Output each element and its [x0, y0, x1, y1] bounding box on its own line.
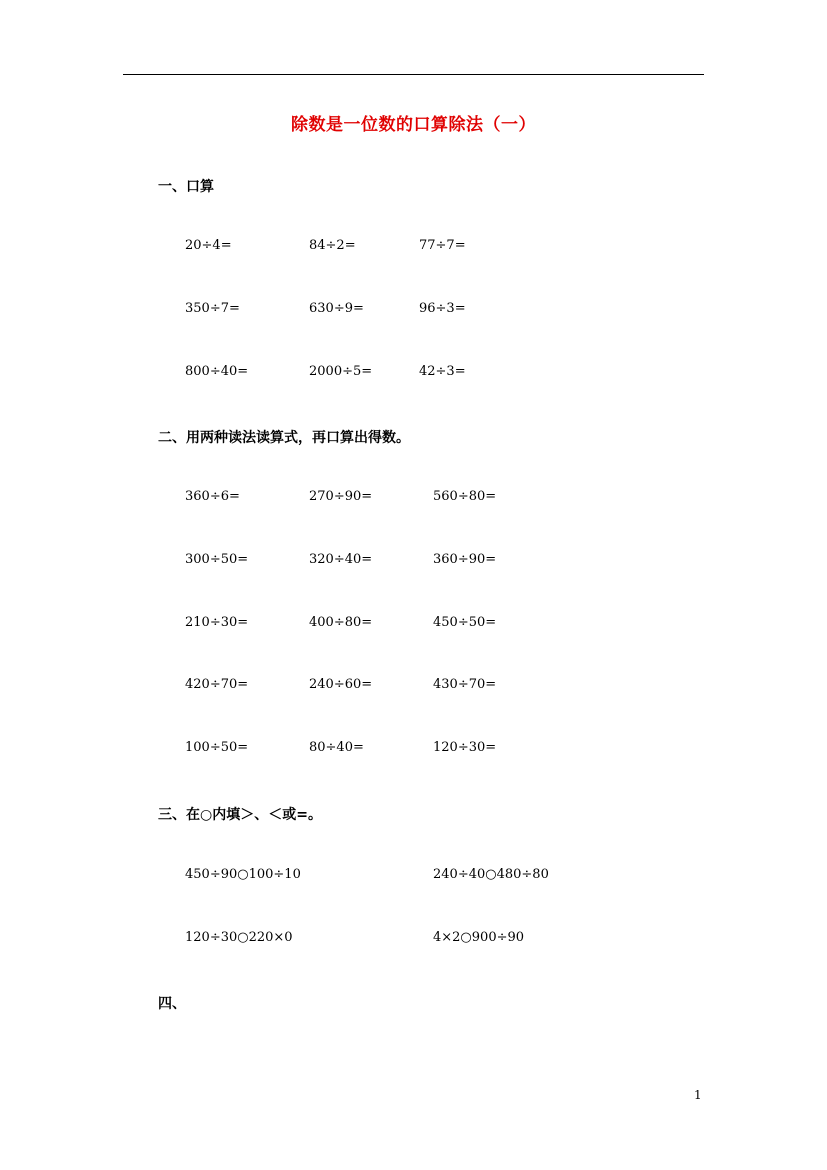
problem: 360÷6=	[185, 489, 240, 504]
comparison-row	[0, 930, 827, 950]
page-number: 1	[694, 1088, 702, 1102]
problem: 96÷3=	[419, 301, 466, 316]
problem: 400÷80=	[309, 615, 373, 630]
section-heading-4: 四、	[158, 996, 186, 1012]
problem: 450÷50=	[433, 615, 497, 630]
problem: 120÷30=	[433, 740, 497, 755]
problem: 360÷90=	[433, 552, 497, 567]
section-heading-1: 一、口算	[158, 179, 214, 195]
problem: 420÷70=	[185, 677, 249, 692]
problem: 2000÷5=	[309, 364, 373, 379]
problem: 42÷3=	[419, 364, 466, 379]
header-rule	[123, 74, 704, 75]
problem: 430÷70=	[433, 677, 497, 692]
comparison-row	[0, 867, 827, 887]
problem: 84÷2=	[309, 238, 356, 253]
problem: 100÷50=	[185, 740, 249, 755]
problem: 800÷40=	[185, 364, 249, 379]
problem: 320÷40=	[309, 552, 373, 567]
problem-row	[0, 615, 827, 635]
comparison-problem: 120÷30○220×0	[185, 930, 293, 945]
problem-row	[0, 489, 827, 509]
comparison-problem: 4×2○900÷90	[433, 930, 525, 945]
problem-row	[0, 301, 827, 321]
problem: 270÷90=	[309, 489, 373, 504]
page-title: 除数是一位数的口算除法（一）	[291, 115, 536, 135]
section-heading-3: 三、在○内填＞、＜或=。	[158, 807, 322, 823]
comparison-problem: 450÷90○100÷10	[185, 867, 301, 882]
problem: 80÷40=	[309, 740, 364, 755]
problem-row	[0, 740, 827, 760]
problem: 210÷30=	[185, 615, 249, 630]
problem-row	[0, 552, 827, 572]
problem-row	[0, 238, 827, 258]
problem: 300÷50=	[185, 552, 249, 567]
problem: 77÷7=	[419, 238, 466, 253]
problem-row	[0, 364, 827, 384]
problem: 240÷60=	[309, 677, 373, 692]
problem: 20÷4=	[185, 238, 232, 253]
problem-row	[0, 677, 827, 697]
section-heading-2: 二、用两种读法读算式，再口算出得数。	[158, 430, 410, 446]
comparison-problem: 240÷40○480÷80	[433, 867, 549, 882]
problem: 630÷9=	[309, 301, 364, 316]
problem: 350÷7=	[185, 301, 240, 316]
problem: 560÷80=	[433, 489, 497, 504]
